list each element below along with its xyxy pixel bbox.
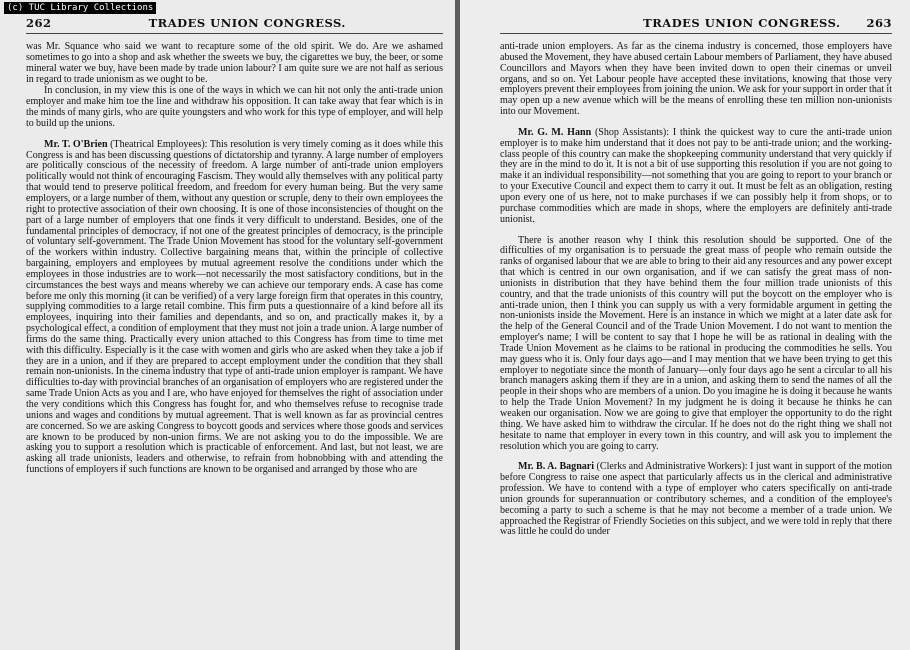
speaker-name: Mr. T. O'Brien <box>44 138 108 150</box>
paragraph: There is another reason why I think this resolution should be supported. One of the difficulties of my organisation is to persuade the great mass of people who remain outside the ranks of organised labour that we are able to bring to their aid any resources and any power except that which is centred in our own organisation, and if we can satisfy the great mass of non-unionists in distribution that they have behind them the four million trade unionists of this country, and that the trade unionists of this country will put the boycott on the employer who is anti-trade union, then I think you can supply us with a very formidable argument in getting the non-unionists inside the Movement. Here is an instance in which we might at a later date ask for the help of the General Council and of the Trade Union Movement. I do not want to mention the employer's name; I will be content to say that I hope he will be as rational in dealing with the Trade Union Movement as he claims to be rational in producing the commodities he sells. You may guess who it is. Only four days ago—and I may mention that we have been trying to get this employer to negotiate since the month of January—only four days ago he sent a circular to all his branch managers asking them if they are in a union, and asking them to send the names of all the people in their shops who are members of a union. Do you imagine he is doing it because he wants to help the Trade Union Movement? In my judgment he is doing it because he thinks he can weaken our organisation. Now we are going to give that employer the opportunity to do the right thing. We have asked him to withdraw the circular. If he does not do the right thing we shall not hesitate to name that employer in every town in this country, and will ask you to implement the resolution which you are going to carry. <box>500 234 892 452</box>
speaker-name: Mr. B. A. Bagnari <box>518 461 595 473</box>
speaker-name: Mr. G. M. Hann <box>518 126 592 138</box>
right-page-header <box>500 16 892 34</box>
running-title: TRADES UNION CONGRESS. <box>643 16 841 30</box>
copyright-watermark: (c) TUC Library Collections <box>4 2 156 14</box>
paragraph: anti-trade union employers. As far as the cinema industry is concerned, those employers have abused the Movement, they have abused certain Labour members of Parliament, they have abused Councillors and Mayors when they have been invited down to open their cinemas or unveil organs, and so on. Yet Labour people have accepted these invitations, knowing that those very employers prevent their employees from joining the union. We ask for your support in order that it may open up a new avenue which will be the means of enrolling these ten million non-unionists into our Movement. <box>500 41 892 118</box>
paragraph: In conclusion, in my view this is one of the ways in which we can hit not only the anti-trade union employer and make him toe the line and withdraw his opposition. It can take away that fear which is in the minds of many girls, who are quite youngsters and who work for this type of employer, and will help to build up the unions. <box>26 85 443 129</box>
paragraph: Mr. B. A. Bagnari (Clerks and Administrative Workers): I just want in support of the motion before Congress to raise one aspect that particularly affects us in the clerical and administrative profession. We have to contend with a type of employer who caters specifically on anti-trade union grounds for superannuation or contributory schemes, and a condition of the employee's becoming a party to such a scheme is that he may not become a member of a trade union. We approached the Registrar of Friendly Societies on this subject, and we were told in reply that there was little he could do under <box>500 461 893 538</box>
page-number: 263 <box>866 16 892 30</box>
left-page-header <box>26 16 443 34</box>
running-title: TRADES UNION CONGRESS. <box>148 16 346 30</box>
paragraph: Mr. G. M. Hann (Shop Assistants): I think the quickest way to cure the anti-trade union employer is to make him understand that it does not pay to be anti-trade union; and the working-class people of this country can make the shopkeeping community understand that very quickly if they are in the mind to do it. It is not a bit of use supporting this resolution if you are not going to make it an individual responsibility—not something that you are going to report to your branch or to your Executive Council and expect them to carry it out. It must be felt as an obligation, resting upon every one of us here, not to make purchases if we can possibly help it from shops, or to purchase commodities which are made in shops, where the employers are definitely anti-trade unionist. <box>500 126 892 225</box>
paragraph: was Mr. Squance who said we want to recapture some of the old spirit. We do. Are we ashamed sometimes to go into a shop and ask whether the sweets we buy, the cigarettes we buy, the beer, or some mineral water we buy, have been made by trade union labour? I am quite sure we are not half as serious in regard to trade unionism as we ought to be. <box>26 41 443 85</box>
page-number: 262 <box>26 16 52 30</box>
right-page <box>460 0 910 650</box>
paragraph: Mr. T. O'Brien (Theatrical Employees): This resolution is very timely coming as it does while this Congress is and has been discussing questions of dictatorship and tyranny. A large number of employers are politically conscious of the necessity of freedom. A large number of anti-trade union employers politically would not think of encouraging Fascism. They would ally themselves with any political party that would tend to preserve political freedom, and freedom for every human being. But the very same employers, or a large number of them, without any question or scruple, deny to their own employees the right to protective association of their own choosing. It is one of those inconsistencies of thought on the part of a large number of employers that one finds it very difficult to understand. Besides, one of the fundamental principles of democracy, if not one of the greatest principles of democracy, is the principle of voluntary self-government. The Trade Union Movement has stood for the voluntary self-government of the workers within industry. Collective bargaining means that, within the principle of collective bargaining, employers and employees by mutual agreement resolve the conditions under which the employees in those industries are to work—not necessarily the most satisfactory conditions, but in the circumstances the best ways and means whereby we can achieve our temporary ends. A case has come before me only this morning (it can be verified) of a very large foreign firm that operates in this country, supplying commodities to a large retail combine. This firm puts a questionnaire of a kind before all its employees, inquiring into their families and dependants, and so on, and practically makes it, by a psychological effect, a condition of employment that they must not join a trade union. A large number of firms do the same thing. Practically every union attached to this Congress has from time to time met with this difficulty. Especially is it the case with women and girls who are asked when they take a job if they are in a union, and if they are prepared to accept employment under the condition that they shall remain non-unionists. In the cinema industry that type of anti-trade union employer is rampant. We have difficulties to-day with provincial branches of an organisation of employers who are registered under the same Trade Union Acts as you and I are, who have enjoyed for themselves the right of association under the very conditions which this Congress has fought for, and who themselves refuse to recognise trade unions and wages and conditions by mutual agreement. That is well known as far as provincial centres are concerned. So we are asking Congress to boycott goods and services where those goods and services are known to be produced by non-union firms. We are not asking you to do the impossible. We are asking you to support a resolution which is practicable of enforcement. And last, but not least, we are asking all trade unionists, leaders and otherwise, to refrain from hobnobbing with and attending the functions of employers if such functions are known to be organised and arranged by those who are <box>26 138 443 476</box>
